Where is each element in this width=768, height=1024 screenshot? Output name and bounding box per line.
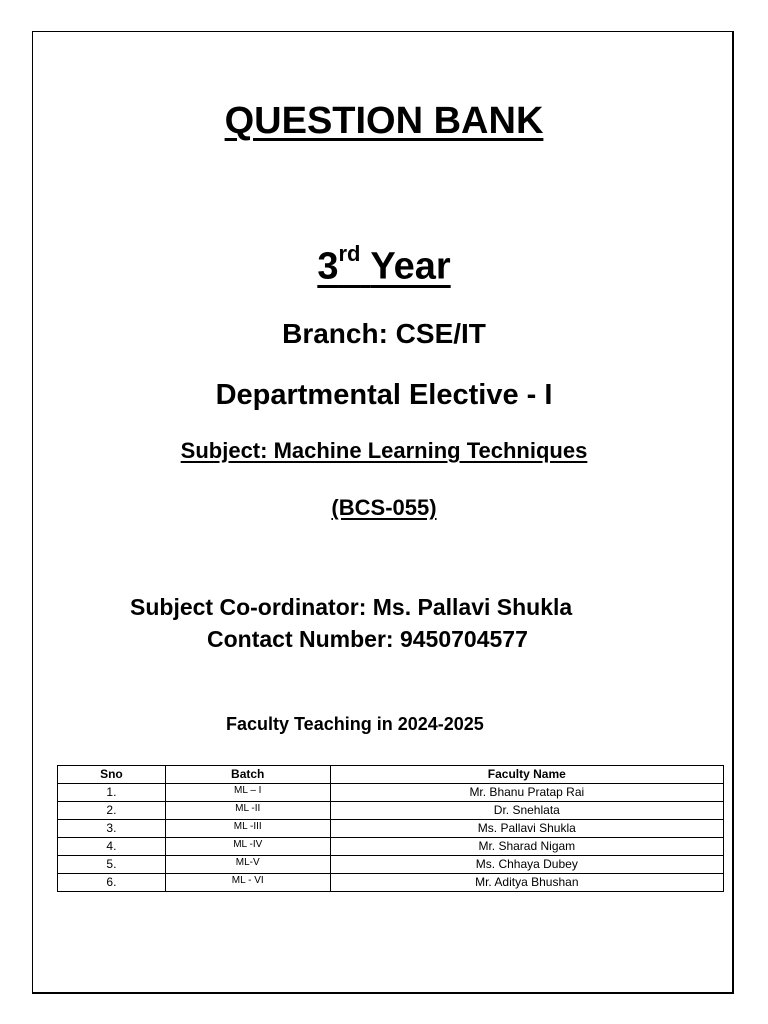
- cell-batch: ML-V: [165, 856, 330, 874]
- table-row: [58, 874, 724, 892]
- cell-sno: 5.: [58, 856, 166, 874]
- cell-faculty-name: Mr. Aditya Bhushan: [330, 874, 723, 892]
- cell-batch: ML -II: [165, 802, 330, 820]
- cell-faculty-name: Mr. Bhanu Pratap Rai: [330, 784, 723, 802]
- contact-number: Contact Number: 9450704577: [207, 626, 528, 652]
- table-row: [58, 856, 724, 874]
- table-row: [58, 784, 724, 802]
- subject-heading: Subject: Machine Learning Techniques: [180, 438, 588, 463]
- cell-sno: 4.: [58, 838, 166, 856]
- table-header-row: [58, 766, 724, 784]
- header-sno: Sno: [58, 766, 166, 784]
- cell-faculty-name: Dr. Snehlata: [330, 802, 723, 820]
- table-row: [58, 802, 724, 820]
- cell-batch: ML -IV: [165, 838, 330, 856]
- cell-sno: 3.: [58, 820, 166, 838]
- cell-sno: 2.: [58, 802, 166, 820]
- year-suffix: rd: [338, 241, 361, 266]
- elective-heading: Departmental Elective - I: [215, 379, 553, 411]
- year-word: Year: [370, 245, 451, 288]
- cell-batch: ML - VI: [165, 874, 330, 892]
- document-title: QUESTION BANK: [224, 100, 544, 142]
- cell-batch: ML -III: [165, 820, 330, 838]
- cell-faculty-name: Ms. Chhaya Dubey: [330, 856, 723, 874]
- table-row: [58, 820, 724, 838]
- year-number: 3: [317, 245, 339, 288]
- header-batch: Batch: [165, 766, 330, 784]
- header-faculty-name: Faculty Name: [330, 766, 723, 784]
- faculty-heading: Faculty Teaching in 2024-2025: [226, 714, 484, 734]
- year-heading: [0, 241, 768, 289]
- cell-faculty-name: Ms. Pallavi Shukla: [330, 820, 723, 838]
- cell-sno: 6.: [58, 874, 166, 892]
- cell-batch: ML – I: [165, 784, 330, 802]
- subject-coordinator: Subject Co-ordinator: Ms. Pallavi Shukla: [130, 594, 573, 620]
- cell-faculty-name: Mr. Sharad Nigam: [330, 838, 723, 856]
- table-row: [58, 838, 724, 856]
- branch-heading: Branch: CSE/IT: [282, 318, 486, 349]
- subject-code: (BCS-055): [331, 495, 437, 520]
- cell-sno: 1.: [58, 784, 166, 802]
- faculty-table: [57, 765, 724, 892]
